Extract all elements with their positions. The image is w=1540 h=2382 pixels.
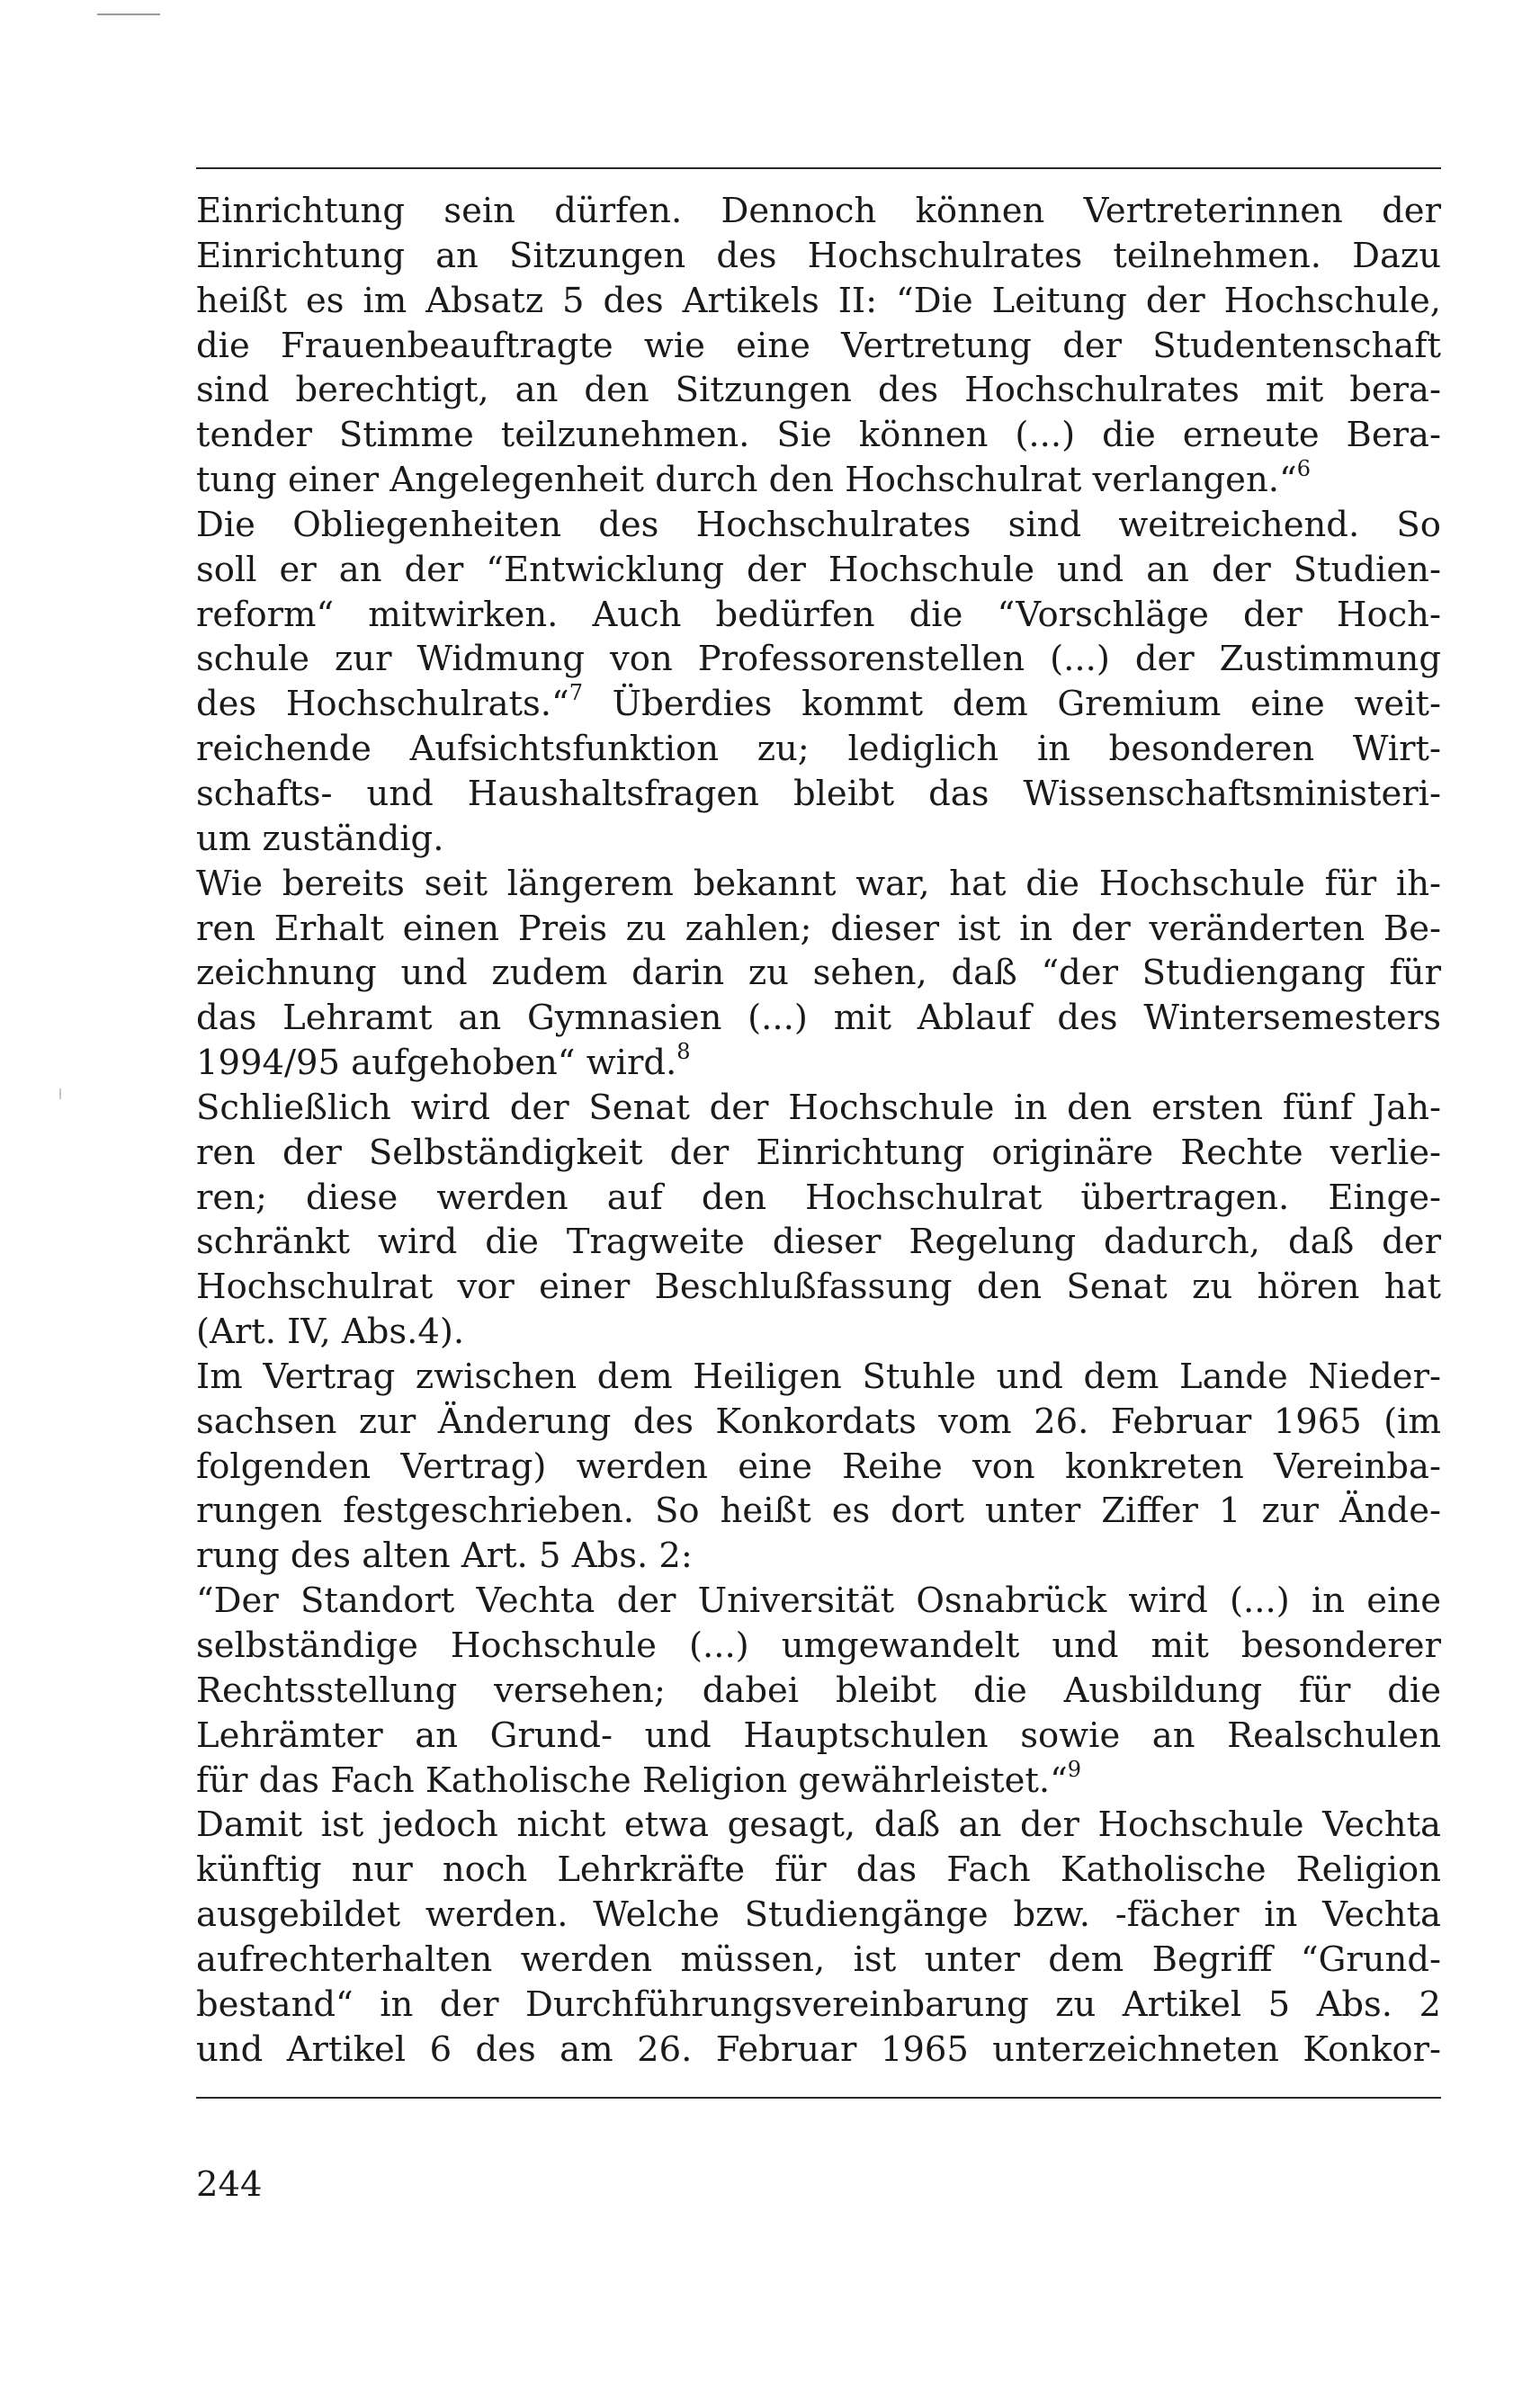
- text-line: [196, 862, 1441, 907]
- line-text: Einrichtung sein dürfen. Dennoch können Vertreterinnen der: [196, 191, 1441, 231]
- text-line: [196, 637, 1441, 682]
- text-line: [196, 503, 1441, 548]
- text-line: [196, 1983, 1441, 2028]
- text-line: [196, 772, 1441, 817]
- text-line: [196, 1041, 1441, 1086]
- text-line: [196, 727, 1441, 772]
- text-line: [196, 1756, 1441, 1804]
- line-text: schafts- und Haushaltsfragen bleibt das Wissenschaftsministeri-: [196, 773, 1441, 814]
- line-text: des Hochschulrats.“: [196, 684, 569, 725]
- line-text: die Frauenbeauftragte wie eine Vertretung der Studentenschaft: [196, 325, 1441, 366]
- text-line: [196, 817, 1441, 862]
- line-text: ausgebildet werden. Welche Studiengänge bzw. -fächer in Vechta: [196, 1894, 1441, 1936]
- text-line: [196, 682, 1441, 727]
- line-text: ren Erhalt einen Preis zu zahlen; dieser ist in der veränderten Be-: [196, 908, 1441, 949]
- text-line: [196, 1131, 1441, 1176]
- line-text: das Lehramt an Gymnasien (...) mit Ablauf des Wintersemesters: [196, 998, 1441, 1039]
- line-text: bestand“ in der Durchführungsvereinbarung zu Artikel 5 Abs. 2: [196, 1984, 1441, 2025]
- line-text: Wie bereits seit längerem bekannt war, hat die Hochschule für ih-: [196, 863, 1441, 904]
- line-text: Schließlich wird der Senat der Hochschule in den ersten fünf Jah-: [196, 1087, 1441, 1128]
- line-text: soll er an der “Entwicklung der Hochschule und an der Studien-: [196, 549, 1441, 590]
- text-line: [196, 234, 1441, 279]
- text-line: [196, 1579, 1441, 1624]
- line-text: heißt es im Absatz 5 des Artikels II: “Die Leitung der Hochschule,: [196, 280, 1441, 321]
- line-text: (Art. IV, Abs.4).: [196, 1312, 465, 1353]
- line-text: künftig nur noch Lehrkräfte für das Fach Katholische Religion: [196, 1849, 1441, 1891]
- text-line: [196, 1176, 1441, 1221]
- text-line: [196, 951, 1441, 996]
- text-line: [196, 189, 1441, 234]
- line-text: 1994/95 aufgehoben“ wird.: [196, 1043, 677, 1084]
- line-text: selbständige Hochschule (...) umgewandelt und mit besonderer: [196, 1625, 1441, 1666]
- text-line: [196, 413, 1441, 458]
- footnote-marker: 9: [1067, 1756, 1082, 1782]
- line-text: rung des alten Art. 5 Abs. 2:: [196, 1536, 693, 1577]
- text-line: [196, 907, 1441, 952]
- line-text: Die Obliegenheiten des Hochschulrates sind weitreichend. So: [196, 504, 1441, 545]
- text-line: [196, 1938, 1441, 1983]
- text-line: [196, 458, 1441, 503]
- footnote-marker: 8: [676, 1039, 691, 1065]
- line-text: Einrichtung an Sitzungen des Hochschulrates teilnehmen. Dazu: [196, 235, 1441, 276]
- line-text: Hochschulrat vor einer Beschlußfassung den Senat zu hören hat: [196, 1267, 1441, 1308]
- line-text: schule zur Widmung von Professorenstellen (...) der Zustimmung: [196, 639, 1441, 680]
- line-text: tung einer Angelegenheit durch den Hochschulrat verlangen.“: [196, 460, 1297, 501]
- text-line: [196, 1848, 1441, 1893]
- text-line: [196, 1489, 1441, 1534]
- line-text: zeichnung und zudem darin zu sehen, daß “der Studiengang für: [196, 953, 1441, 994]
- text-line: [196, 1803, 1441, 1848]
- line-text: sind berechtigt, an den Sitzungen des Hochschulrates mit bera-: [196, 370, 1441, 411]
- line-text: sachsen zur Änderung des Konkordats vom 26. Februar 1965 (im: [196, 1401, 1441, 1442]
- line-text: ren der Selbständigkeit der Einrichtung originäre Rechte verlie-: [196, 1132, 1441, 1173]
- footnote-marker: 6: [1296, 456, 1311, 482]
- line-text: für das Fach Katholische Religion gewährleistet.“: [196, 1760, 1068, 1801]
- text-line: [196, 368, 1441, 413]
- text-line: [196, 593, 1441, 638]
- text-line: [196, 279, 1441, 324]
- line-text: Rechtsstellung versehen; dabei bleibt die Ausbildung für die: [196, 1670, 1441, 1711]
- text-line: [196, 548, 1441, 593]
- line-text: reform“ mitwirken. Auch bedürfen die “Vorschläge der Hoch-: [196, 594, 1441, 635]
- text-line: [196, 1265, 1441, 1310]
- line-text: tender Stimme teilzunehmen. Sie können (...) die erneute Bera-: [196, 415, 1441, 456]
- text-line: [196, 324, 1441, 369]
- text-line: [196, 1893, 1441, 1938]
- line-text: reichende Aufsichtsfunktion zu; lediglich in besonderen Wirt-: [196, 729, 1441, 770]
- corner-mark: [97, 13, 160, 15]
- body-text: [196, 189, 1441, 2072]
- margin-speck: [59, 1088, 61, 1099]
- text-line: [196, 1355, 1441, 1400]
- page-number: 244: [196, 2164, 263, 2205]
- text-line: [196, 1669, 1441, 1714]
- text-line: [196, 1534, 1441, 1579]
- text-line: [196, 1220, 1441, 1265]
- line-text: aufrechterhalten werden müssen, ist unter dem Begriff “Grund-: [196, 1939, 1441, 1980]
- line-text: “Der Standort Vechta der Universität Osnabrück wird (...) in eine: [196, 1581, 1441, 1622]
- line-text: schränkt wird die Tragweite dieser Regelung dadurch, daß der: [196, 1222, 1441, 1263]
- line-text: Lehrämter an Grund- und Hauptschulen sowie an Realschulen: [196, 1715, 1441, 1756]
- line-text: um zuständig.: [196, 818, 444, 859]
- text-line: [196, 1400, 1441, 1445]
- line-text: folgenden Vertrag) werden eine Reihe von konkreten Vereinba-: [196, 1446, 1441, 1487]
- top-rule: [196, 167, 1441, 169]
- text-line: [196, 2028, 1441, 2073]
- line-text: Damit ist jedoch nicht etwa gesagt, daß an der Hochschule Vechta: [196, 1804, 1441, 1846]
- text-line: [196, 1310, 1441, 1355]
- bottom-rule: [196, 2097, 1441, 2099]
- text-line: [196, 1445, 1441, 1490]
- text-line: [196, 1624, 1441, 1669]
- line-text: rungen festgeschrieben. So heißt es dort unter Ziffer 1 zur Ände-: [196, 1491, 1441, 1532]
- text-line: [196, 1086, 1441, 1131]
- text-line: [196, 996, 1441, 1041]
- line-text: Im Vertrag zwischen dem Heiligen Stuhle und dem Lande Nieder-: [196, 1356, 1441, 1397]
- line-text: ren; diese werden auf den Hochschulrat übertragen. Einge-: [196, 1177, 1441, 1218]
- line-text-continued: Überdies kommt dem Gremium eine weit-: [582, 684, 1441, 725]
- footnote-marker: 7: [569, 680, 583, 706]
- text-line: [196, 1714, 1441, 1759]
- line-text: und Artikel 6 des am 26. Februar 1965 unterzeichneten Konkor-: [196, 2028, 1441, 2070]
